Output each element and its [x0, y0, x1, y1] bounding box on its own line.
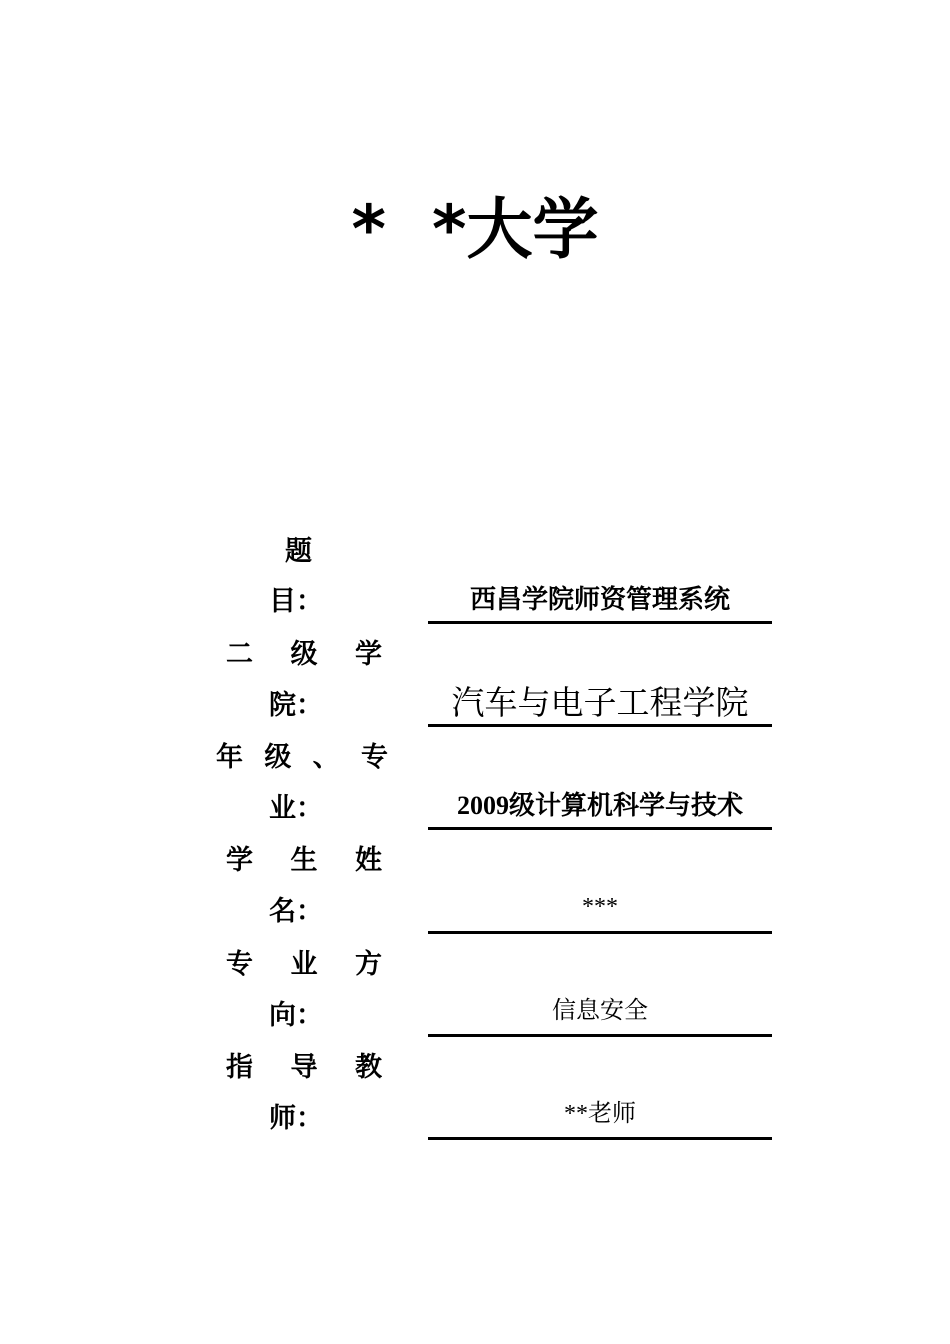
grade-major-label-line1: 年级、专: [216, 742, 388, 773]
student-name-value: ***: [582, 894, 618, 920]
topic-value: 西昌学院师资管理系统: [469, 585, 730, 614]
topic-label-line2: 目：: [269, 586, 323, 617]
advisor-label-line1: 指导教: [226, 1052, 382, 1083]
grade-major-underline: [428, 827, 772, 830]
advisor-value: **老师: [564, 1101, 636, 1127]
grade-major-value: 2009级计算机科学与技术: [456, 791, 743, 820]
student-name-label-line2: 名：: [269, 896, 323, 927]
college-underline: [428, 724, 772, 727]
specialization-label-line1: 专业方: [226, 949, 382, 980]
student-name-underline: [428, 931, 772, 934]
specialization-label-line2: 向：: [269, 1000, 323, 1031]
grade-major-label-line2: 业：: [269, 793, 323, 824]
specialization-value: 信息安全: [552, 998, 648, 1024]
topic-label-line1: 题: [285, 536, 312, 567]
university-title: * *大学: [351, 191, 599, 268]
college-value: 汽车与电子工程学院: [451, 686, 749, 722]
college-label-line1: 二级学: [226, 639, 382, 670]
advisor-label-line2: 师：: [269, 1103, 323, 1134]
topic-underline: [428, 621, 772, 624]
advisor-underline: [428, 1137, 772, 1140]
student-name-label-line1: 学生姓: [226, 845, 382, 876]
college-label-line2: 院：: [269, 690, 323, 721]
specialization-underline: [428, 1034, 772, 1037]
